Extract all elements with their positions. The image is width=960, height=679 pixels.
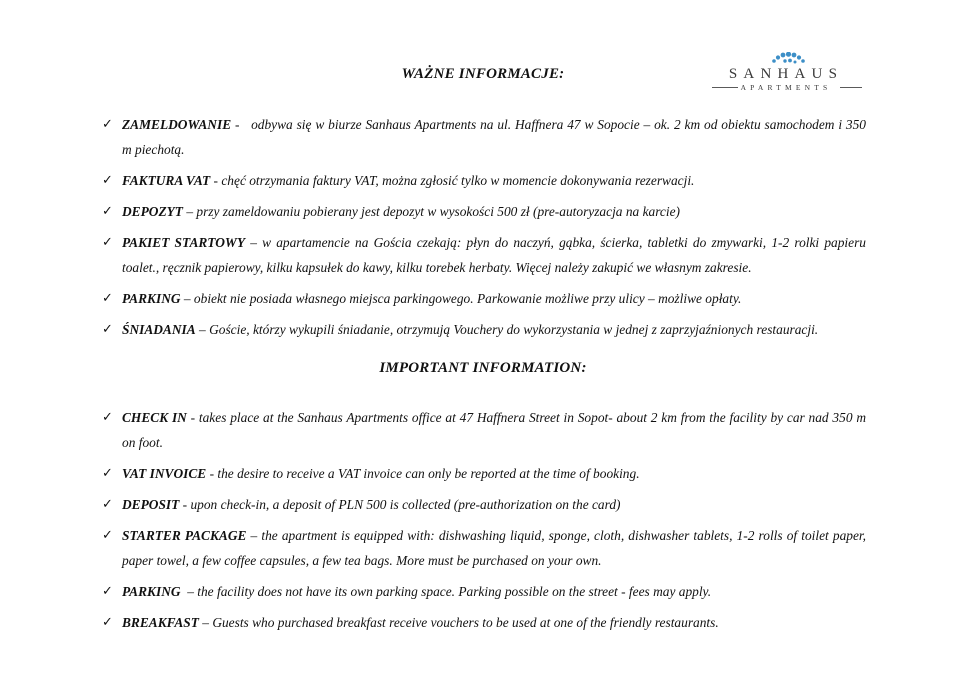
item-term: CHECK IN <box>122 410 187 425</box>
list-item <box>102 492 866 517</box>
item-description: – w apartamencie na Gościa czekają: płyn do naczyń, gąbka, ścierka, tabletki do zmywarki, 1-2 rolki papieru toalet., ręcznik papierowy, kilku kapsułek do kawy, kilku torebek herbaty. Więcej należy zakupić we własnym zakresie. <box>122 235 870 275</box>
list-item <box>102 405 870 455</box>
item-term: ŚNIADANIA <box>122 322 196 337</box>
sanhaus-logo <box>704 52 868 94</box>
item-description: - chęć otrzymania faktury VAT, można zgłosić tylko w momencie dokonywania rezerwacji. <box>210 173 695 188</box>
item-term: ZAMELDOWANIE <box>122 117 232 132</box>
list-item <box>102 199 866 224</box>
list-item <box>102 230 870 280</box>
list-item <box>102 317 866 342</box>
item-term: STARTER PACKAGE <box>122 528 247 543</box>
item-description: – Guests who purchased breakfast receive vouchers to be used at one of the friendly restaurants. <box>198 615 719 630</box>
checkmark-icon: ✓ <box>102 117 113 132</box>
item-description: - upon check-in, a deposit of PLN 500 is collected (pre-authorization on the card) <box>179 497 621 512</box>
checkmark-icon: ✓ <box>102 204 113 219</box>
logo-subtitle-text: APARTMENTS <box>740 83 832 92</box>
list-item <box>102 523 870 573</box>
checkmark-icon: ✓ <box>102 322 113 337</box>
checkmark-icon: ✓ <box>102 291 113 306</box>
list-item <box>102 168 866 193</box>
item-term: DEPOZYT <box>122 204 183 219</box>
checkmark-icon: ✓ <box>102 615 113 630</box>
item-description: – Goście, którzy wykupili śniadanie, otrzymują Vouchery do wykorzystania w jednej z zaprzyjaźnionych restauracji. <box>195 322 819 337</box>
item-description: – obiekt nie posiada własnego miejsca parkingowego. Parkowanie możliwe przy ulicy – możliwe opłaty. <box>180 291 742 306</box>
item-term: PARKING <box>122 584 181 599</box>
page-title-polish: WAŻNE INFORMACJE: <box>401 66 565 82</box>
item-description: - takes place at the Sanhaus Apartments office at 47 Haffnera Street in Sopot- about 2 km from the facility by car nad 350 m on foot. <box>122 410 870 450</box>
item-term: FAKTURA VAT <box>122 173 211 188</box>
item-term: PARKING <box>122 291 181 306</box>
checkmark-icon: ✓ <box>102 528 113 543</box>
checkmark-icon: ✓ <box>102 410 113 425</box>
list-item <box>102 461 866 486</box>
page-title-english: IMPORTANT INFORMATION: <box>379 360 587 376</box>
item-term: BREAKFAST <box>122 615 199 630</box>
english-info-list <box>102 405 870 641</box>
checkmark-icon: ✓ <box>102 173 113 188</box>
item-description: – the apartment is equipped with: dishwashing liquid, sponge, cloth, dishwasher tablets, 1-2 rolls of toilet paper, paper towel, a few coffee capsules, a few tea bags. More must be purchased on your own. <box>122 528 870 568</box>
item-description: – przy zameldowaniu pobierany jest depozyt w wysokości 500 zł (pre-autoryzacja na karcie) <box>183 204 680 219</box>
checkmark-icon: ✓ <box>102 235 113 250</box>
item-term: VAT INVOICE <box>122 466 207 481</box>
polish-info-list <box>102 112 870 348</box>
item-description: – the facility does not have its own parking space. Parking possible on the street - fees may apply. <box>180 584 712 599</box>
checkmark-icon: ✓ <box>102 584 113 599</box>
item-term: DEPOSIT <box>122 497 180 512</box>
checkmark-icon: ✓ <box>102 497 113 512</box>
logo-brand-text: SANHAUS <box>728 66 844 82</box>
item-description: - odbywa się w biurze Sanhaus Apartments na ul. Haffnera 47 w Sopocie – ok. 2 km od obiektu samochodem i 350 m piechotą. <box>122 117 870 157</box>
list-item <box>102 112 870 162</box>
checkmark-icon: ✓ <box>102 466 113 481</box>
list-item <box>102 579 866 604</box>
item-term: PAKIET STARTOWY <box>122 235 246 250</box>
list-item <box>102 610 866 635</box>
list-item <box>102 286 866 311</box>
item-description: - the desire to receive a VAT invoice can only be reported at the time of booking. <box>206 466 640 481</box>
logo-rule-right <box>840 87 862 88</box>
